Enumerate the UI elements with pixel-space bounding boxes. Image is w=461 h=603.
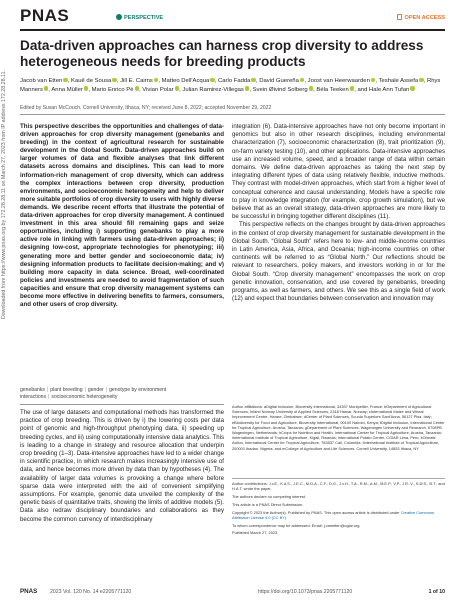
submission-note: This article is a PNAS Direct Submission. xyxy=(232,501,304,507)
author-name[interactable]: Mario Enrico Pè xyxy=(91,86,134,93)
orcid-icon[interactable] xyxy=(84,86,89,91)
header-rule xyxy=(20,29,445,31)
divider xyxy=(20,114,445,115)
keywords xyxy=(20,387,224,401)
author-name[interactable]: Matteo Dell'Acqua xyxy=(161,78,210,84)
orcid-icon[interactable] xyxy=(245,86,250,91)
author-name[interactable]: David Guereña xyxy=(259,78,299,84)
open-access-label: OPEN ACCESS xyxy=(404,15,445,21)
section-label: PERSPECTIVE xyxy=(124,15,164,21)
download-notice-text: Downloaded from https://www.pnas.org by 172.28.28.11 on March 27, 2023 from IP address 172.28.28.11. xyxy=(1,70,7,320)
orcid-icon[interactable] xyxy=(154,78,159,83)
orcid-icon[interactable] xyxy=(350,86,355,91)
journal-logo[interactable]: PNAS xyxy=(20,6,70,25)
download-notice xyxy=(1,70,9,510)
keyword[interactable]: plant breeding xyxy=(50,387,83,393)
footer-citation: 2023 Vol. 120 No. 14 e2205771120 xyxy=(50,589,132,595)
author-name[interactable]: Vivian Polar xyxy=(142,86,174,93)
competing-interest: The authors declare no competing interest. xyxy=(232,494,306,499)
section-dot-icon xyxy=(116,14,122,20)
author-name[interactable]: Béla Teeken xyxy=(316,86,349,93)
author-name[interactable]: Anna Müller xyxy=(51,86,83,93)
open-lock-icon xyxy=(397,14,402,20)
orcid-icon[interactable] xyxy=(410,86,415,91)
author-name[interactable]: Rhys Manners xyxy=(20,78,441,93)
divider xyxy=(232,478,445,479)
orcid-icon[interactable] xyxy=(135,86,140,91)
page-footer xyxy=(20,588,445,598)
keyword-separator: | xyxy=(84,387,86,393)
author-name[interactable]: Kauê de Sousa xyxy=(71,78,112,84)
author-contributions: Author contributions: J.v.E., K.d.S., J.E.C., M.D.A., C.F., D.G., J.v.H., T.A., R.M., A.M., M.E.P., V.P., J.R.-V., S.Ø.S., B.T., and H.A.T. wrote the paper. xyxy=(232,481,445,492)
orcid-icon[interactable] xyxy=(251,78,256,83)
author-name[interactable]: Svein Øivind Solberg xyxy=(252,86,308,93)
article-notes xyxy=(232,481,445,538)
orcid-icon[interactable] xyxy=(112,78,117,83)
author-name[interactable]: Jill E. Cairns xyxy=(120,78,153,84)
author-name[interactable]: and Hale Ann Tufan xyxy=(357,86,410,93)
orcid-icon[interactable] xyxy=(371,78,376,83)
orcid-icon[interactable] xyxy=(419,78,424,83)
article-title: Data-driven approaches can harness crop diversity to address heterogeneous needs for breeding products xyxy=(20,38,424,69)
doi-link[interactable]: https://doi.org/10.1073/pnas.2205771120 xyxy=(258,589,353,595)
editor-line: Edited by Susan McCouch, Cornell University, Ithaca, NY; received June 8, 2022; accepted November 29, 2022 xyxy=(20,105,272,111)
author-name[interactable]: Julian Ramirez-Villegas xyxy=(182,86,244,93)
author-name[interactable]: Jacob van Etten xyxy=(20,78,63,84)
abstract: This perspective describes the opportunities and challenges of data-driven approaches for crop diversity management (genebanks and breeding) in the context of agricultural research for sustainable development in the Global South. Data-driven approaches build on larger volumes of data and flexible analyses that link different datasets across domains and disciplines. This can lead to more information-rich management of crop diversity, which can address the complex interactions between crop diversity, production environments, and socioeconomic heterogeneity and help to deliver more suitable portfolios of crop diversity to users with highly diverse demands. We describe recent efforts that illustrate the potential of data-driven approaches for crop diversity management. A continued investment in this area should fill remaining gaps and seize opportunities, including i) supporting genebanks to play a more active role in linking with farmers using data-driven approaches; ii) designing low-cost, appropriate technologies for phenotyping; iii) generating more and better gender and socioeconomic data; iv) designing information products to facilitate decision-making; and v) building more capacity in data science. Broad, well-coordinated policies and investments are needed to avoid fragmentation of such capacities and ensure that crop diversity management systems can become more effective in delivering benefits to farmers, consumers, and other users of crop diversity. xyxy=(20,123,224,309)
author-affiliations: Author affiliations: aDigital Inclusion, Bioversity International, 34397 Montpellier, France; bDepartment of Agricultural Sciences, Inland Norway University of Applied Sciences, 2318 Hamar, Norway; cInternational Maize and Wheat Improvement Centre, Harare, Zimbabwe; dCenter of Plant Sciences, Scuola Superiore Sant'Anna, 56127 Pisa, Italy; eBiodiversity for Food and Agriculture, Bioversity International, 00100 Nairobi, Kenya; fDigital Inclusion, International Center for Tropical Agriculture, Arusha, Tanzania; gDepartment of Plant Sciences, Wageningen University and Research, 6708PB Wageningen, Netherlands; hCrops for Nutrition and Health, International Center for Tropical Agriculture, Arusha, Tanzania; iInternational Institute of Tropical Agriculture, Kigali, Rwanda; International Potato Center, CGIAR Lima, Peru; kClimate Action, International Center for Tropical Agriculture, 763537 Cali, Colombia; lInternational Institute of Tropical Agriculture, 200001 Ibadan, Nigeria; and mCollege of Agriculture and Life Sciences, Cornell University, 14853 Ithaca, NY xyxy=(232,404,445,451)
copyright-note xyxy=(232,510,445,520)
author-name[interactable]: Joost van Heerwaarden xyxy=(307,78,370,84)
author-name[interactable]: Teshale Assefa xyxy=(378,78,419,84)
journal-header xyxy=(20,6,445,28)
orcid-icon[interactable] xyxy=(309,86,314,91)
open-access-badge[interactable] xyxy=(397,14,445,21)
keyword-separator: | xyxy=(105,387,108,393)
body-text-left: The use of large datasets and computational methods has transformed the practice of crop breeding. This is driven by i) the lowering costs per data point of genomic and high-throughput phenotyping data, ii) speeding up breeding cycles, and iii) using computationally intensive data analytics. This is leading to a change in strategy and resource allocation that underpin crop breeding (1–3). Data-intensive approaches have led to a wider change in scientific practice, in which research makes increasingly intensive use of data, and hence becomes more driven by data than by hypotheses (4). The availability of larger data volumes is provoking a change where before sparse data were interpreted with the aid of convenient simplifying assumptions. For example, genomic data unveiled the complexity of the genetic basis of quantitative traits, showing the limits of additive models (5). Data also redraw disciplinary boundaries and collaborations as they become the common currency of interdisciplinary xyxy=(20,409,224,523)
correspondence-note: To whom correspondence may be addressed. Email: j.vanetten@cgiar.org. xyxy=(232,522,361,528)
license-link[interactable]: Creative Commons Attribution License 4.0 (CC BY). xyxy=(232,509,434,520)
keyword-separator: | xyxy=(48,394,50,400)
footer-journal: PNAS xyxy=(20,588,38,595)
orcid-icon[interactable] xyxy=(210,78,215,83)
orcid-icon[interactable] xyxy=(63,78,68,83)
keyword[interactable]: socioeconomic heterogeneity xyxy=(51,394,118,400)
keyword[interactable]: gender xyxy=(87,387,104,393)
keyword[interactable]: genebanks xyxy=(20,387,45,393)
paragraph: This perspective reflects on the changes brought by data-driven approaches in the context of crop diversity management for sustainable development in the Global South. “Global South” refers here to low- and middle-income countries in Latin America, Asia, Africa, and Oceania; high-income countries on other continents will be referred to as “Global North.” Our reflections should be relevant to researchers, policy makers, and investors working in or for the Global South. “Crop diversity management” encompasses the work on crop genetic innovation, conservation, and use covered by genebanks, breeding programs, as well as farmers, and others. We see this as a single field of work (12) and expect that boundaries between conservation and innovation may xyxy=(232,221,445,303)
author-list: Jacob van Etten , Kauê de Sousa , Jill E. Cairns , Matteo Dell'Acqua , Carlo Fadda , David Guereña , Joost van Heerwaarden , Teshale Assefa , Rhys Manners , Anna Müller , Mario Enrico Pè , Vivian Polar , Julian Ramirez-Villegas , Svein Øivind Solberg , Béla Teeken , and Hale Ann Tufan xyxy=(20,78,441,93)
author-name[interactable]: Carlo Fadda xyxy=(218,78,251,84)
section-badge xyxy=(116,14,163,21)
orcid-icon[interactable] xyxy=(300,78,305,83)
orcid-icon[interactable] xyxy=(175,86,180,91)
copyright-text: Copyright © 2023 the Author(s). Published by PNAS. This open access article is distributed under xyxy=(232,509,400,515)
page-number: 1 of 10 xyxy=(428,588,445,595)
keyword[interactable]: genotype by environment interactions xyxy=(20,387,167,400)
keyword-separator: | xyxy=(46,387,49,393)
keywords-divider xyxy=(20,404,224,405)
published-date: Published March 27, 2023. xyxy=(232,530,279,536)
paragraph: integration (6). Data-intensive approaches have not only become important in genomics but also in other research disciplines, including environmental characterization (7), socioeconomic characterization (8), trait prioritization (9), on-farm variety testing (10), and other applications. Data-intensive approaches use an increased volume, speed, and a broader range of data within certain domains. We define data-driven approaches as taking the next step by integrating different types of data using relatively flexible, inductive methods. They contrast with model-driven approaches, which start from a higher level of conceptual coherence and causal understanding. Models have a specific role to play in knowledge integration (for example, crop growth simulation), but we believe that as an overall strategy, data-driven approaches are more likely to be successful in bringing together different disciplines (11). xyxy=(232,123,445,221)
body-text-right xyxy=(232,123,445,303)
orcid-icon[interactable] xyxy=(44,86,49,91)
